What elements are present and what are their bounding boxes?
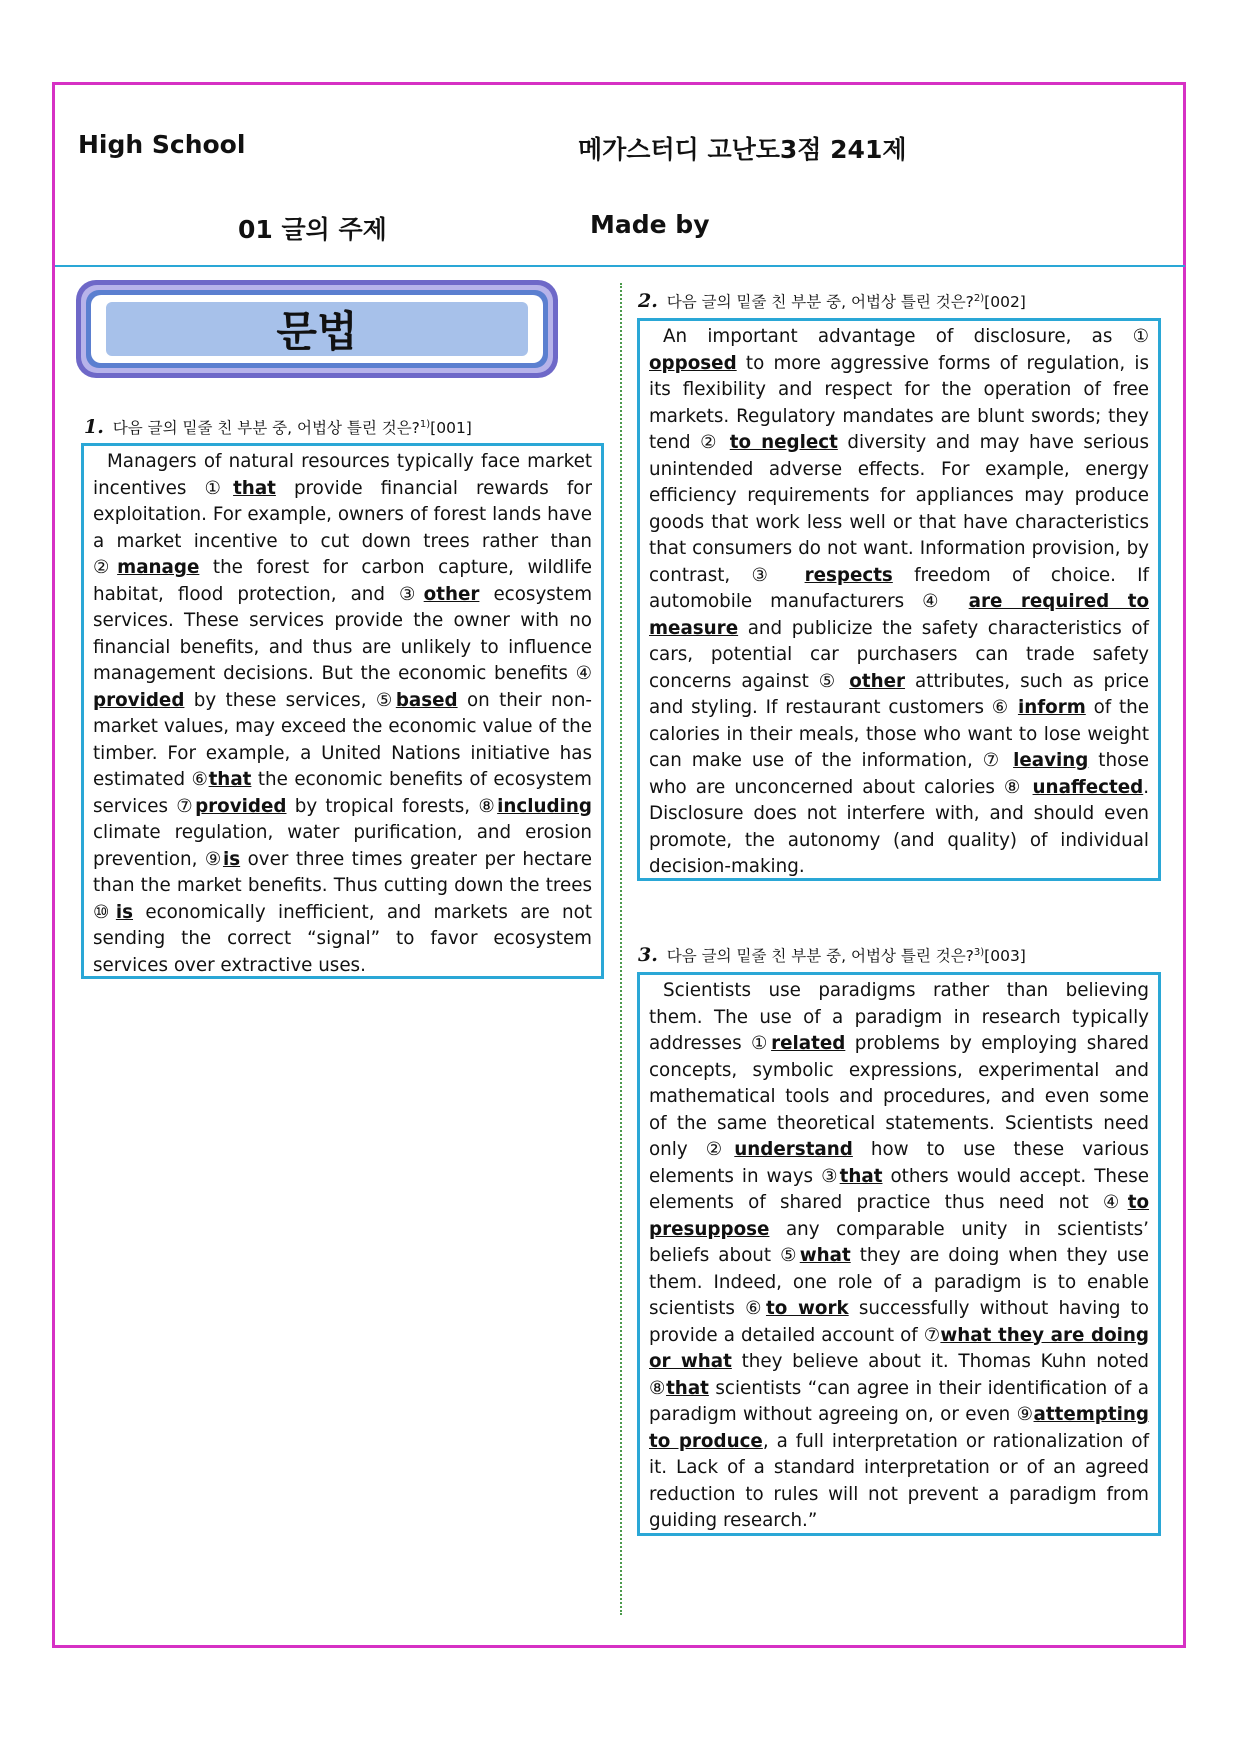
passage-text: ⑧	[649, 1377, 667, 1399]
underlined-choice: other	[423, 583, 480, 605]
passage-text: they believe about it. Thomas Kuhn noted	[731, 1351, 1149, 1372]
passage-text: to more aggressive forms of regulation, is its flexibility and respect for the operation of free markets. Regulatory mandates are blunt swords; they tend ②	[649, 352, 1149, 453]
question-prompt: 다음 글의 밑줄 친 부분 중, 어법상 틀린 것은?	[112, 419, 420, 437]
passage-text: of the calories in their meals, those who want to lose weight can make use of the information, ⑦	[649, 697, 1149, 771]
section-badge	[76, 280, 558, 378]
underlined-choice: attempting to produce	[649, 1404, 1149, 1452]
passage-text: , a full interpretation or rationalization of it. Lack of a standard interpretation or of an agreed reduction to rules will not prevent a paradigm from guiding research.”	[649, 1430, 1150, 1531]
question-prompt: 다음 글의 밑줄 친 부분 중, 어법상 틀린 것은?	[666, 947, 974, 965]
passage-text: any comparable unity in scientists’ beliefs about	[649, 1218, 1149, 1266]
header-subtitle-left: 01 글의 주제	[238, 215, 387, 244]
question-3-title	[638, 944, 1026, 966]
underlined-choice: respects	[804, 564, 893, 586]
question-2-title	[638, 290, 1026, 312]
underlined-choice: to neglect	[729, 432, 838, 453]
passage-text: successfully without having to provide a detailed account of	[649, 1298, 1149, 1346]
passage-text: economically inefficient, and markets are not sending the correct “signal” to favor ecosystem services over extractive uses.	[93, 901, 592, 976]
passage-text: by tropical forests,	[286, 795, 479, 817]
passage-text: those who are unconcerned about calories ⑧	[649, 750, 1149, 798]
underlined-choice: provided	[93, 689, 185, 711]
passage-text: how to use these various elements in ways	[649, 1139, 1150, 1187]
passage-text: ⑨	[204, 848, 223, 870]
passage-text: ⑩	[93, 901, 116, 923]
question-code: [002]	[984, 293, 1026, 311]
passage-text: ⑥	[191, 769, 209, 790]
question-1-title	[84, 416, 472, 438]
underlined-choice: other	[849, 670, 906, 692]
underlined-choice: what	[799, 1245, 851, 1266]
passage-text: climate regulation, water purification, and erosion prevention,	[93, 822, 592, 870]
passage-text: An important advantage of disclosure, as ①	[663, 326, 1149, 347]
underlined-choice: that	[666, 1377, 709, 1399]
underlined-choice: based	[395, 689, 458, 711]
underlined-choice: that	[839, 1165, 883, 1187]
question-number: 2.	[638, 290, 658, 312]
passage-text: the forest for carbon capture, wildlife habitat, flood protection, and	[93, 557, 592, 605]
passage-text: ③	[399, 583, 424, 605]
underlined-choice: including	[497, 795, 592, 817]
passage-text: ⑤	[780, 1245, 800, 1266]
passage-text: ②	[705, 1139, 735, 1160]
passage-text: by these services,	[184, 689, 376, 711]
passage-text: ④	[1102, 1192, 1128, 1213]
passage-text: freedom of choice. If automobile manufacturers ④	[649, 564, 1149, 612]
passage-text: scientists “can agree in their identification of a paradigm without agreeing on, or even	[649, 1377, 1150, 1425]
passage-text: ③	[821, 1165, 840, 1187]
header-right-title: 메가스터디 고난도3점 241제	[578, 135, 907, 164]
question-prompt: 다음 글의 밑줄 친 부분 중, 어법상 틀린 것은?	[666, 293, 974, 311]
passage-text: the economic benefits of ecosystem services	[93, 769, 592, 817]
underlined-choice: manage	[117, 557, 200, 578]
passage-text: over three times greater per hectare than the market benefits. Thus cutting down the trees	[93, 848, 592, 896]
underlined-choice: inform	[1017, 697, 1086, 718]
passage-text: ⑥	[745, 1298, 766, 1319]
passage-text: ②	[93, 557, 118, 578]
underlined-choice: are required to measure	[649, 591, 1149, 639]
question-2-passage	[637, 318, 1161, 881]
passage-text: . Disclosure does not interfere with, and should even promote, the autonomy (and quality) of individual decision-making.	[649, 776, 1149, 877]
passage-text: ①	[751, 1033, 772, 1054]
question-code: [001]	[430, 419, 472, 437]
section-badge-label: 문법	[106, 302, 528, 356]
passage-text: Managers of natural resources typically face market incentives	[93, 451, 592, 499]
question-footnote: 2)	[973, 293, 985, 304]
underlined-choice: to work	[765, 1298, 849, 1319]
passage-text: on their non-market values, may exceed the economic value of the timber. For example, a United Nations initiative has estimated	[93, 689, 592, 790]
question-3-passage	[637, 972, 1161, 1536]
passage-text: Scientists use paradigms rather than believing them. The use of a paradigm in research typically addresses	[649, 980, 1149, 1054]
passage-text: provide financial rewards for exploitation. For example, owners of forest lands have a market incentive to cut down trees rather than	[93, 477, 592, 552]
passage-text: ⑦	[923, 1324, 941, 1346]
passage-text: attributes, such as price and styling. If restaurant customers ⑥	[649, 670, 1149, 718]
underlined-choice: that	[233, 477, 276, 499]
question-1-passage	[81, 443, 604, 979]
passage-text: they are doing when they use them. Indeed, one role of a paradigm is to enable scientists	[649, 1245, 1150, 1319]
passage-text: ⑤	[375, 689, 396, 711]
underlined-choice: is	[115, 901, 134, 923]
underlined-choice: leaving	[1013, 750, 1089, 771]
question-number: 1.	[84, 416, 104, 438]
column-divider	[620, 283, 622, 1615]
underlined-choice: to presuppose	[649, 1192, 1150, 1240]
header-subtitle-right: Made by	[590, 210, 710, 239]
passage-text: diversity and may have serious unintended adverse effects. For example, energy efficiency requirements for appliances may produce goods that work less well or that have characteristics that consumers do not want. Information provision, by contrast, ③	[649, 432, 1150, 586]
header-left-title: High School	[78, 130, 246, 159]
underlined-choice: provided	[195, 795, 287, 817]
underlined-choice: that	[208, 769, 252, 790]
underlined-choice: opposed	[649, 352, 737, 374]
underlined-choice: understand	[734, 1139, 853, 1160]
passage-text: ⑧	[478, 795, 498, 817]
passage-text: others would accept. These elements of shared practice thus need not	[649, 1165, 1149, 1213]
passage-text: and publicize the safety characteristics of cars, potential car purchasers can trade safety concerns against ⑤	[649, 617, 1149, 692]
question-number: 3.	[638, 944, 658, 966]
question-code: [003]	[984, 947, 1026, 965]
passage-text: ecosystem services. These services provide the owner with no financial benefits, and thus are unlikely to influence management decisions. But the economic benefits ④	[93, 583, 593, 684]
underlined-choice: unaffected	[1032, 776, 1144, 798]
passage-text: problems by employing shared concepts, symbolic expressions, experimental and mathematical tools and procedures, and even some of the same theoretical statements. Scientists need only	[649, 1033, 1149, 1160]
question-footnote: 3)	[973, 947, 985, 958]
header-divider	[55, 265, 1185, 267]
underlined-choice: related	[771, 1033, 846, 1054]
passage-text: ⑨	[1016, 1404, 1034, 1425]
passage-text: ①	[204, 477, 234, 499]
underlined-choice: what they are doing or what	[649, 1324, 1149, 1372]
passage-text: ⑦	[176, 795, 196, 817]
question-footnote: 1)	[419, 419, 431, 430]
underlined-choice: is	[222, 848, 241, 870]
